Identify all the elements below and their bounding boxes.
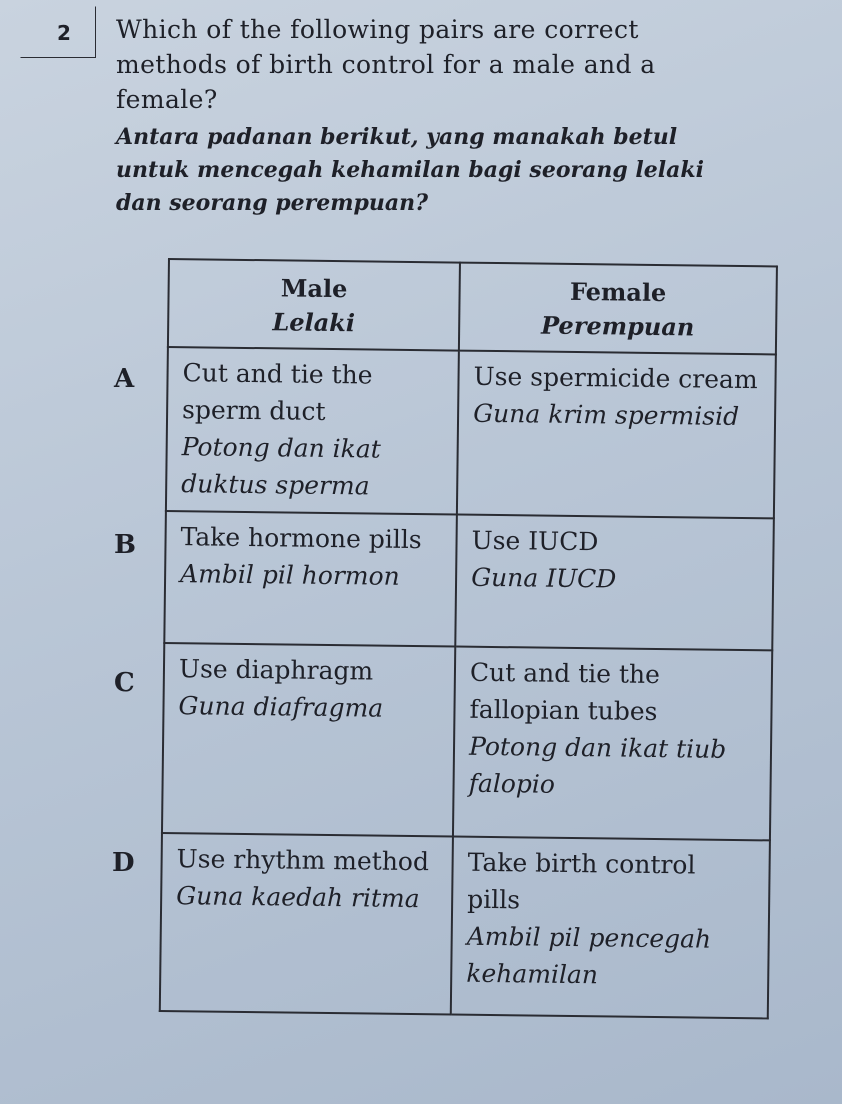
cell-d-male-ms: Guna kaedah ritma xyxy=(176,881,420,914)
cell-a-female-en: Use spermicide cream xyxy=(473,361,758,395)
cell-c-female-ms: Potong dan ikat tiub falopio xyxy=(468,731,727,799)
cell-b-male-ms: Ambil pil hormon xyxy=(179,559,400,591)
cell-c-male-en: Use diaphragm xyxy=(178,654,374,686)
question-text-malay: Antara padanan berikut, yang manakah betul untuk mencegah kehamilan bagi seorang lelaki dan seorang perempuan? xyxy=(116,124,704,216)
header-female-en: Female xyxy=(569,276,667,308)
cell-b-male-en: Take hormone pills xyxy=(180,522,422,555)
table-row xyxy=(160,833,770,1018)
option-letter-c: C xyxy=(114,668,135,698)
cell-b-female-en: Use IUCD xyxy=(471,525,599,557)
question-stem xyxy=(116,12,726,220)
answer-options-table xyxy=(159,258,778,1019)
header-male xyxy=(168,259,460,351)
cell-d-female-ms: Ambil pil pencegah kehamilan xyxy=(466,921,712,990)
question-text-english: Which of the following pairs are correct methods of birth control for a male and a female? xyxy=(116,15,656,114)
option-letter-a: A xyxy=(114,364,135,394)
header-male-en: Male xyxy=(280,273,348,304)
table-row xyxy=(164,511,774,650)
question-number: 2 xyxy=(20,6,96,58)
cell-a-male-ms: Potong dan ikat duktus sperma xyxy=(181,432,381,501)
cell-a-male-en: Cut and tie the sperm duct xyxy=(181,358,373,426)
cell-c-female xyxy=(453,647,772,841)
cell-c-female-en: Cut and tie the fallopian tubes xyxy=(469,657,661,727)
cell-a-male xyxy=(166,347,459,515)
cell-c-male-ms: Guna diafragma xyxy=(178,691,384,723)
cell-d-female-en: Take birth control pills xyxy=(467,847,696,915)
table-row xyxy=(162,643,772,840)
table-header-row xyxy=(168,259,777,354)
cell-b-male xyxy=(164,511,457,647)
table-row xyxy=(166,347,776,518)
header-female-ms: Perempuan xyxy=(540,310,695,342)
cell-b-female xyxy=(455,515,774,651)
cell-a-female-ms: Guna krim spermisid xyxy=(473,398,740,431)
cell-c-male xyxy=(162,643,455,837)
cell-d-female xyxy=(451,837,770,1019)
cell-d-male xyxy=(160,833,453,1015)
cell-b-female-ms: Guna IUCD xyxy=(471,562,617,594)
cell-a-female xyxy=(457,351,776,519)
option-letter-d: D xyxy=(112,848,135,878)
header-female xyxy=(459,263,777,355)
option-letter-b: B xyxy=(114,530,136,560)
cell-d-male-en: Use rhythm method xyxy=(176,844,430,877)
header-male-ms: Lelaki xyxy=(272,307,356,338)
